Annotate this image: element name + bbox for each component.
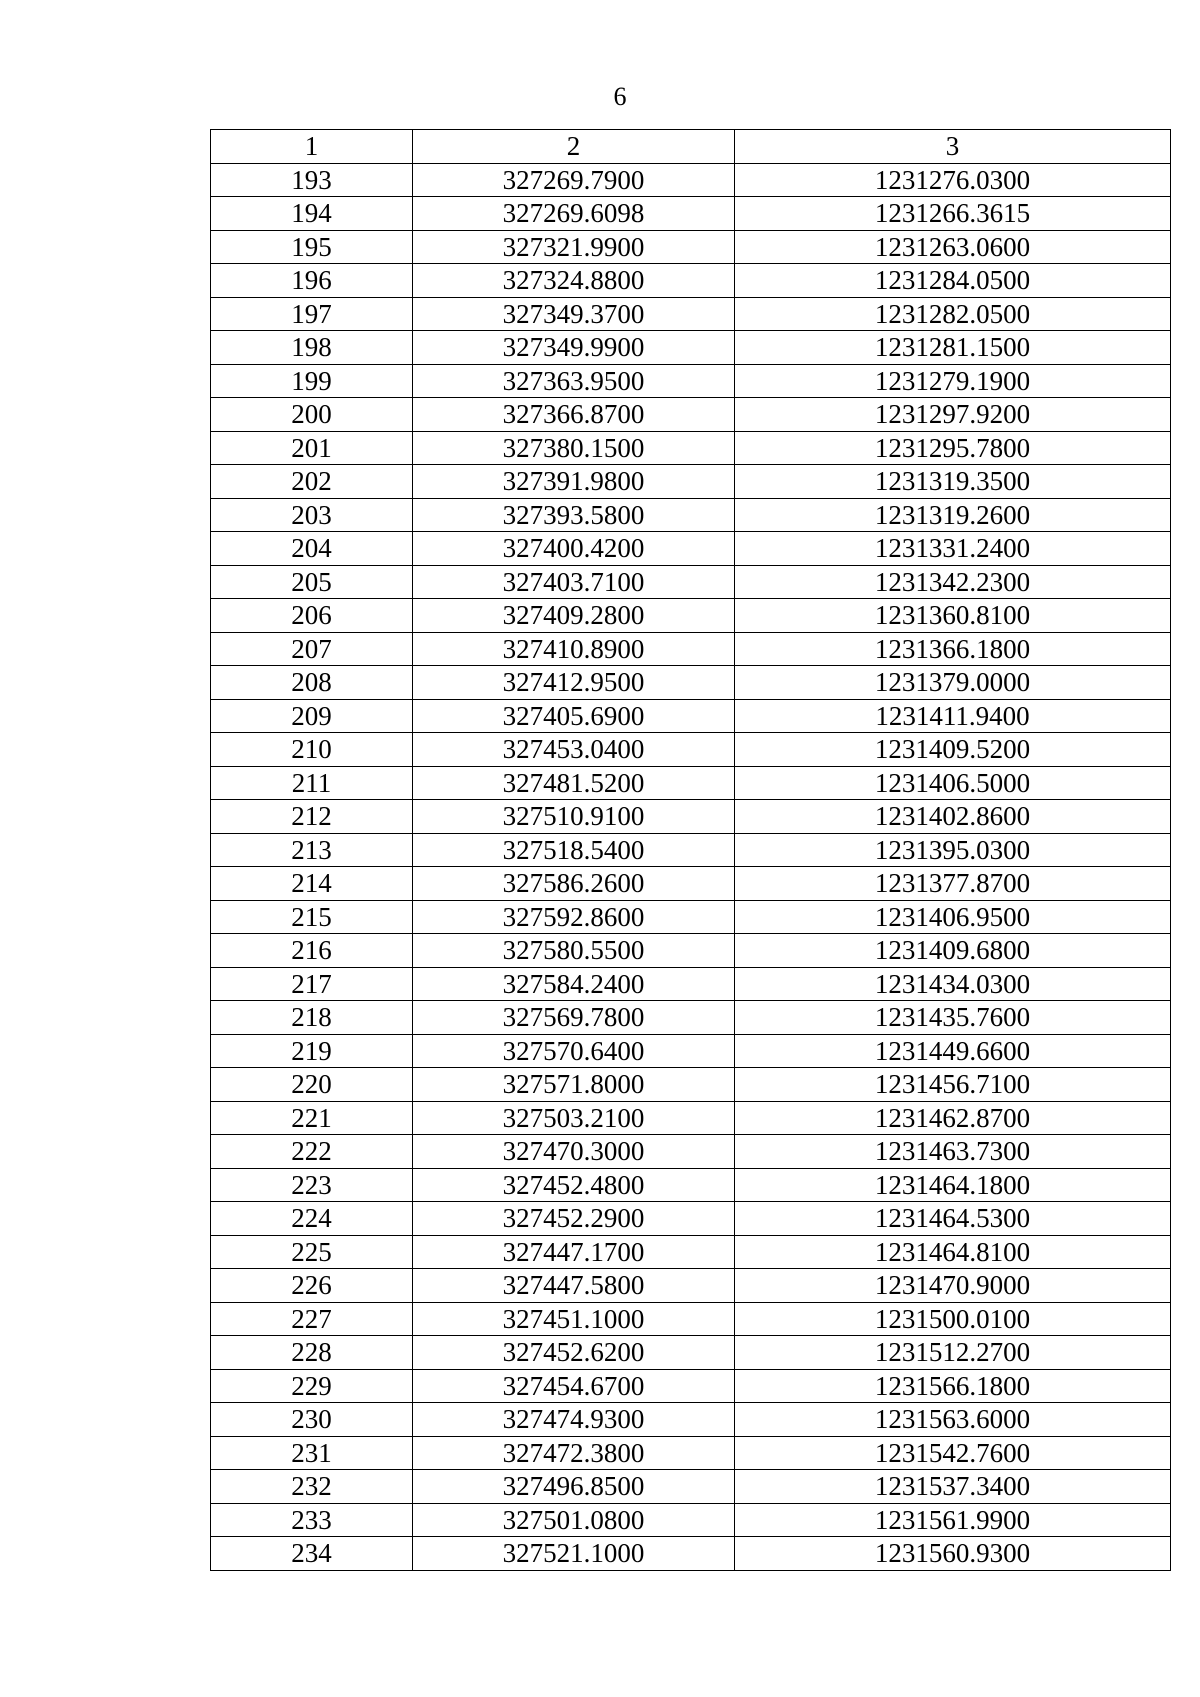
x-coordinate-cell: 327503.2100 bbox=[413, 1101, 735, 1135]
point-number-cell: 226 bbox=[211, 1269, 413, 1303]
y-coordinate-cell: 1231406.5000 bbox=[735, 766, 1171, 800]
table-row bbox=[211, 1302, 1171, 1336]
table-row bbox=[211, 465, 1171, 499]
table-row bbox=[211, 699, 1171, 733]
y-coordinate-cell: 1231463.7300 bbox=[735, 1135, 1171, 1169]
y-coordinate-cell: 1231435.7600 bbox=[735, 1001, 1171, 1035]
y-coordinate-cell: 1231319.2600 bbox=[735, 498, 1171, 532]
table-row bbox=[211, 264, 1171, 298]
y-coordinate-cell: 1231563.6000 bbox=[735, 1403, 1171, 1437]
table-row bbox=[211, 364, 1171, 398]
x-coordinate-cell: 327452.2900 bbox=[413, 1202, 735, 1236]
x-coordinate-cell: 327518.5400 bbox=[413, 833, 735, 867]
y-coordinate-cell: 1231537.3400 bbox=[735, 1470, 1171, 1504]
y-coordinate-cell: 1231566.1800 bbox=[735, 1369, 1171, 1403]
x-coordinate-cell: 327453.0400 bbox=[413, 733, 735, 767]
point-number-cell: 219 bbox=[211, 1034, 413, 1068]
table-row bbox=[211, 666, 1171, 700]
point-number-cell: 202 bbox=[211, 465, 413, 499]
y-coordinate-cell: 1231266.3615 bbox=[735, 197, 1171, 231]
table-row bbox=[211, 230, 1171, 264]
point-number-cell: 209 bbox=[211, 699, 413, 733]
point-number-cell: 205 bbox=[211, 565, 413, 599]
column-header-2: 2 bbox=[413, 130, 735, 164]
table-row bbox=[211, 1503, 1171, 1537]
y-coordinate-cell: 1231395.0300 bbox=[735, 833, 1171, 867]
table-row bbox=[211, 1369, 1171, 1403]
x-coordinate-cell: 327405.6900 bbox=[413, 699, 735, 733]
point-number-cell: 200 bbox=[211, 398, 413, 432]
table-row bbox=[211, 733, 1171, 767]
point-number-cell: 212 bbox=[211, 800, 413, 834]
x-coordinate-cell: 327481.5200 bbox=[413, 766, 735, 800]
table-row bbox=[211, 1336, 1171, 1370]
x-coordinate-cell: 327412.9500 bbox=[413, 666, 735, 700]
table-row bbox=[211, 532, 1171, 566]
point-number-cell: 213 bbox=[211, 833, 413, 867]
y-coordinate-cell: 1231402.8600 bbox=[735, 800, 1171, 834]
x-coordinate-cell: 327447.5800 bbox=[413, 1269, 735, 1303]
y-coordinate-cell: 1231434.0300 bbox=[735, 967, 1171, 1001]
x-coordinate-cell: 327363.9500 bbox=[413, 364, 735, 398]
x-coordinate-cell: 327452.4800 bbox=[413, 1168, 735, 1202]
table-row bbox=[211, 599, 1171, 633]
x-coordinate-cell: 327584.2400 bbox=[413, 967, 735, 1001]
y-coordinate-cell: 1231406.9500 bbox=[735, 900, 1171, 934]
point-number-cell: 215 bbox=[211, 900, 413, 934]
y-coordinate-cell: 1231561.9900 bbox=[735, 1503, 1171, 1537]
point-number-cell: 208 bbox=[211, 666, 413, 700]
table-row bbox=[211, 331, 1171, 365]
table-row bbox=[211, 431, 1171, 465]
table-row bbox=[211, 297, 1171, 331]
x-coordinate-cell: 327349.9900 bbox=[413, 331, 735, 365]
x-coordinate-cell: 327391.9800 bbox=[413, 465, 735, 499]
y-coordinate-cell: 1231512.2700 bbox=[735, 1336, 1171, 1370]
point-number-cell: 222 bbox=[211, 1135, 413, 1169]
table-row bbox=[211, 1235, 1171, 1269]
table-row bbox=[211, 1135, 1171, 1169]
column-header-1: 1 bbox=[211, 130, 413, 164]
point-number-cell: 218 bbox=[211, 1001, 413, 1035]
y-coordinate-cell: 1231319.3500 bbox=[735, 465, 1171, 499]
y-coordinate-cell: 1231470.9000 bbox=[735, 1269, 1171, 1303]
x-coordinate-cell: 327496.8500 bbox=[413, 1470, 735, 1504]
x-coordinate-cell: 327324.8800 bbox=[413, 264, 735, 298]
y-coordinate-cell: 1231276.0300 bbox=[735, 163, 1171, 197]
y-coordinate-cell: 1231560.9300 bbox=[735, 1537, 1171, 1571]
x-coordinate-cell: 327447.1700 bbox=[413, 1235, 735, 1269]
point-number-cell: 232 bbox=[211, 1470, 413, 1504]
x-coordinate-cell: 327452.6200 bbox=[413, 1336, 735, 1370]
x-coordinate-cell: 327501.0800 bbox=[413, 1503, 735, 1537]
table-row bbox=[211, 398, 1171, 432]
table-row bbox=[211, 1537, 1171, 1571]
page-number: 6 bbox=[613, 82, 627, 111]
point-number-cell: 220 bbox=[211, 1068, 413, 1102]
point-number-cell: 223 bbox=[211, 1168, 413, 1202]
x-coordinate-cell: 327569.7800 bbox=[413, 1001, 735, 1035]
y-coordinate-cell: 1231409.5200 bbox=[735, 733, 1171, 767]
x-coordinate-cell: 327349.3700 bbox=[413, 297, 735, 331]
table-row bbox=[211, 934, 1171, 968]
table-row bbox=[211, 197, 1171, 231]
point-number-cell: 221 bbox=[211, 1101, 413, 1135]
x-coordinate-cell: 327269.6098 bbox=[413, 197, 735, 231]
point-number-cell: 197 bbox=[211, 297, 413, 331]
x-coordinate-cell: 327454.6700 bbox=[413, 1369, 735, 1403]
table-row bbox=[211, 1403, 1171, 1437]
x-coordinate-cell: 327410.8900 bbox=[413, 632, 735, 666]
x-coordinate-cell: 327580.5500 bbox=[413, 934, 735, 968]
table-row bbox=[211, 900, 1171, 934]
x-coordinate-cell: 327521.1000 bbox=[413, 1537, 735, 1571]
column-header-3: 3 bbox=[735, 130, 1171, 164]
table-row bbox=[211, 1436, 1171, 1470]
x-coordinate-cell: 327510.9100 bbox=[413, 800, 735, 834]
x-coordinate-cell: 327571.8000 bbox=[413, 1068, 735, 1102]
y-coordinate-cell: 1231284.0500 bbox=[735, 264, 1171, 298]
table-body bbox=[211, 163, 1171, 1570]
x-coordinate-cell: 327366.8700 bbox=[413, 398, 735, 432]
y-coordinate-cell: 1231282.0500 bbox=[735, 297, 1171, 331]
y-coordinate-cell: 1231281.1500 bbox=[735, 331, 1171, 365]
point-number-cell: 233 bbox=[211, 1503, 413, 1537]
y-coordinate-cell: 1231462.8700 bbox=[735, 1101, 1171, 1135]
x-coordinate-cell: 327380.1500 bbox=[413, 431, 735, 465]
point-number-cell: 207 bbox=[211, 632, 413, 666]
x-coordinate-cell: 327592.8600 bbox=[413, 900, 735, 934]
point-number-cell: 214 bbox=[211, 867, 413, 901]
table-row bbox=[211, 1470, 1171, 1504]
x-coordinate-cell: 327586.2600 bbox=[413, 867, 735, 901]
y-coordinate-cell: 1231409.6800 bbox=[735, 934, 1171, 968]
point-number-cell: 195 bbox=[211, 230, 413, 264]
x-coordinate-cell: 327400.4200 bbox=[413, 532, 735, 566]
y-coordinate-cell: 1231279.1900 bbox=[735, 364, 1171, 398]
y-coordinate-cell: 1231542.7600 bbox=[735, 1436, 1171, 1470]
point-number-cell: 194 bbox=[211, 197, 413, 231]
table-row bbox=[211, 163, 1171, 197]
table-row bbox=[211, 867, 1171, 901]
point-number-cell: 228 bbox=[211, 1336, 413, 1370]
point-number-cell: 199 bbox=[211, 364, 413, 398]
point-number-cell: 231 bbox=[211, 1436, 413, 1470]
point-number-cell: 230 bbox=[211, 1403, 413, 1437]
table-row bbox=[211, 967, 1171, 1001]
table-row bbox=[211, 632, 1171, 666]
table-row bbox=[211, 1168, 1171, 1202]
table-row bbox=[211, 1269, 1171, 1303]
point-number-cell: 193 bbox=[211, 163, 413, 197]
point-number-cell: 227 bbox=[211, 1302, 413, 1336]
table-row bbox=[211, 833, 1171, 867]
point-number-cell: 211 bbox=[211, 766, 413, 800]
point-number-cell: 216 bbox=[211, 934, 413, 968]
table-row bbox=[211, 565, 1171, 599]
y-coordinate-cell: 1231464.1800 bbox=[735, 1168, 1171, 1202]
table-row bbox=[211, 498, 1171, 532]
y-coordinate-cell: 1231342.2300 bbox=[735, 565, 1171, 599]
table-header-row bbox=[211, 130, 1171, 164]
x-coordinate-cell: 327470.3000 bbox=[413, 1135, 735, 1169]
x-coordinate-cell: 327269.7900 bbox=[413, 163, 735, 197]
point-number-cell: 201 bbox=[211, 431, 413, 465]
point-number-cell: 198 bbox=[211, 331, 413, 365]
y-coordinate-cell: 1231379.0000 bbox=[735, 666, 1171, 700]
y-coordinate-cell: 1231295.7800 bbox=[735, 431, 1171, 465]
y-coordinate-cell: 1231360.8100 bbox=[735, 599, 1171, 633]
y-coordinate-cell: 1231464.8100 bbox=[735, 1235, 1171, 1269]
table-row bbox=[211, 1001, 1171, 1035]
y-coordinate-cell: 1231377.8700 bbox=[735, 867, 1171, 901]
x-coordinate-cell: 327393.5800 bbox=[413, 498, 735, 532]
y-coordinate-cell: 1231263.0600 bbox=[735, 230, 1171, 264]
coordinates-table bbox=[210, 129, 1171, 1571]
y-coordinate-cell: 1231449.6600 bbox=[735, 1034, 1171, 1068]
point-number-cell: 224 bbox=[211, 1202, 413, 1236]
table-row bbox=[211, 1101, 1171, 1135]
point-number-cell: 229 bbox=[211, 1369, 413, 1403]
x-coordinate-cell: 327409.2800 bbox=[413, 599, 735, 633]
y-coordinate-cell: 1231464.5300 bbox=[735, 1202, 1171, 1236]
table-row bbox=[211, 1068, 1171, 1102]
y-coordinate-cell: 1231456.7100 bbox=[735, 1068, 1171, 1102]
y-coordinate-cell: 1231297.9200 bbox=[735, 398, 1171, 432]
y-coordinate-cell: 1231331.2400 bbox=[735, 532, 1171, 566]
point-number-cell: 204 bbox=[211, 532, 413, 566]
table-row bbox=[211, 1034, 1171, 1068]
point-number-cell: 217 bbox=[211, 967, 413, 1001]
x-coordinate-cell: 327472.3800 bbox=[413, 1436, 735, 1470]
point-number-cell: 206 bbox=[211, 599, 413, 633]
point-number-cell: 225 bbox=[211, 1235, 413, 1269]
y-coordinate-cell: 1231366.1800 bbox=[735, 632, 1171, 666]
x-coordinate-cell: 327403.7100 bbox=[413, 565, 735, 599]
point-number-cell: 234 bbox=[211, 1537, 413, 1571]
y-coordinate-cell: 1231500.0100 bbox=[735, 1302, 1171, 1336]
table-row bbox=[211, 1202, 1171, 1236]
point-number-cell: 203 bbox=[211, 498, 413, 532]
x-coordinate-cell: 327570.6400 bbox=[413, 1034, 735, 1068]
y-coordinate-cell: 1231411.9400 bbox=[735, 699, 1171, 733]
x-coordinate-cell: 327451.1000 bbox=[413, 1302, 735, 1336]
x-coordinate-cell: 327474.9300 bbox=[413, 1403, 735, 1437]
table-row bbox=[211, 800, 1171, 834]
point-number-cell: 196 bbox=[211, 264, 413, 298]
table-row bbox=[211, 766, 1171, 800]
point-number-cell: 210 bbox=[211, 733, 413, 767]
x-coordinate-cell: 327321.9900 bbox=[413, 230, 735, 264]
